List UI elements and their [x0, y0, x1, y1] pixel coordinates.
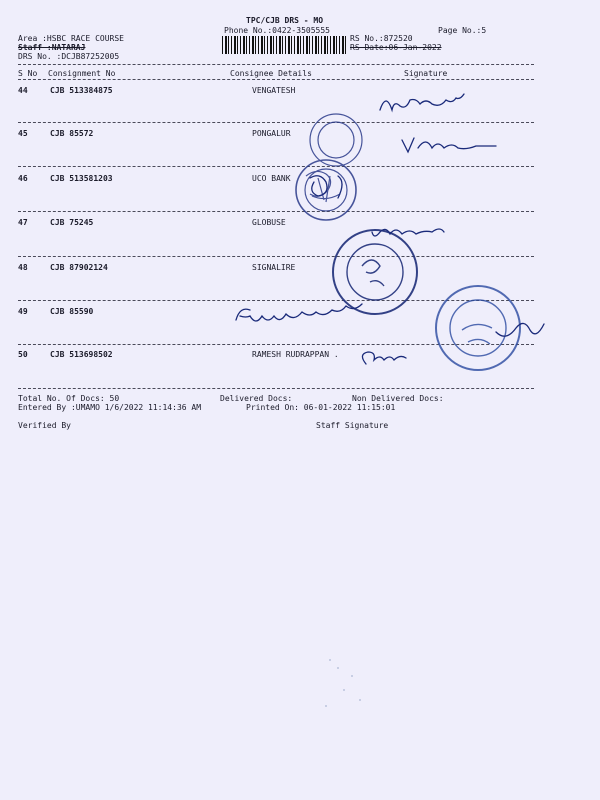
row-consignee: PONGALUR — [252, 129, 291, 138]
row-consignment: CJB 87902124 — [50, 263, 108, 272]
row-consignee: RAMESH RUDRAPPAN . — [252, 350, 339, 359]
row-consignee: VENGATESH — [252, 86, 296, 95]
row-sno: 46 — [18, 174, 28, 183]
delivered-docs: Delivered Docs: — [220, 394, 293, 403]
total-docs: Total No. Of Docs: 50 — [18, 394, 120, 403]
row-consignee: SIGNALIRE — [252, 263, 296, 272]
staff-label: Staff :NATARAJ — [18, 43, 86, 52]
staff-signature: Staff Signature — [316, 421, 389, 430]
handwritten-signatures — [236, 94, 544, 364]
rs-date: RS Date:06-Jan-2022 — [350, 43, 442, 52]
scan-specks — [325, 659, 361, 707]
row-sno: 47 — [18, 218, 28, 227]
row-sno: 48 — [18, 263, 28, 272]
area-label: Area :HSBC RACE COURSE — [18, 34, 124, 43]
row-sno: 50 — [18, 350, 28, 359]
signature-designs-stamp — [333, 230, 417, 314]
row-consignment: CJB 85590 — [50, 307, 94, 316]
row-sno: 44 — [18, 86, 28, 95]
phone-number: Phone No.:0422-3505555 — [224, 26, 330, 35]
uco-bank-stamp — [296, 114, 362, 220]
foundation-one-stamp — [436, 286, 520, 370]
row-sno: 49 — [18, 307, 28, 316]
col-consignee: Consignee Details — [230, 69, 312, 78]
col-signature: Signature — [404, 69, 448, 78]
col-consignment: Consignment No — [48, 69, 116, 78]
entered-by: Entered By :UMAMO 1/6/2022 11:14:36 AM — [18, 403, 202, 412]
document-title: TPC/CJB DRS - MO — [246, 16, 324, 25]
row-consignee: GLOBUSE — [252, 218, 286, 227]
row-consignment: CJB 85572 — [50, 129, 94, 138]
verified-by: Verified By — [18, 421, 71, 430]
non-delivered-docs: Non Delivered Docs: — [352, 394, 444, 403]
page-number: Page No.:5 — [438, 26, 487, 35]
row-sno: 45 — [18, 129, 28, 138]
row-consignment: CJB 513384875 — [50, 86, 113, 95]
row-consignment: CJB 513698502 — [50, 350, 113, 359]
row-consignment: CJB 513581203 — [50, 174, 113, 183]
row-consignment: CJB 75245 — [50, 218, 94, 227]
printed-on: Printed On: 06-01-2022 11:15:01 — [246, 403, 396, 412]
rs-number: RS No.:872520 — [350, 34, 413, 43]
row-consignee: UCO BANK — [252, 174, 291, 183]
drs-number: DRS No. :DCJB87252005 — [18, 52, 120, 61]
col-sno: S No — [18, 69, 38, 78]
